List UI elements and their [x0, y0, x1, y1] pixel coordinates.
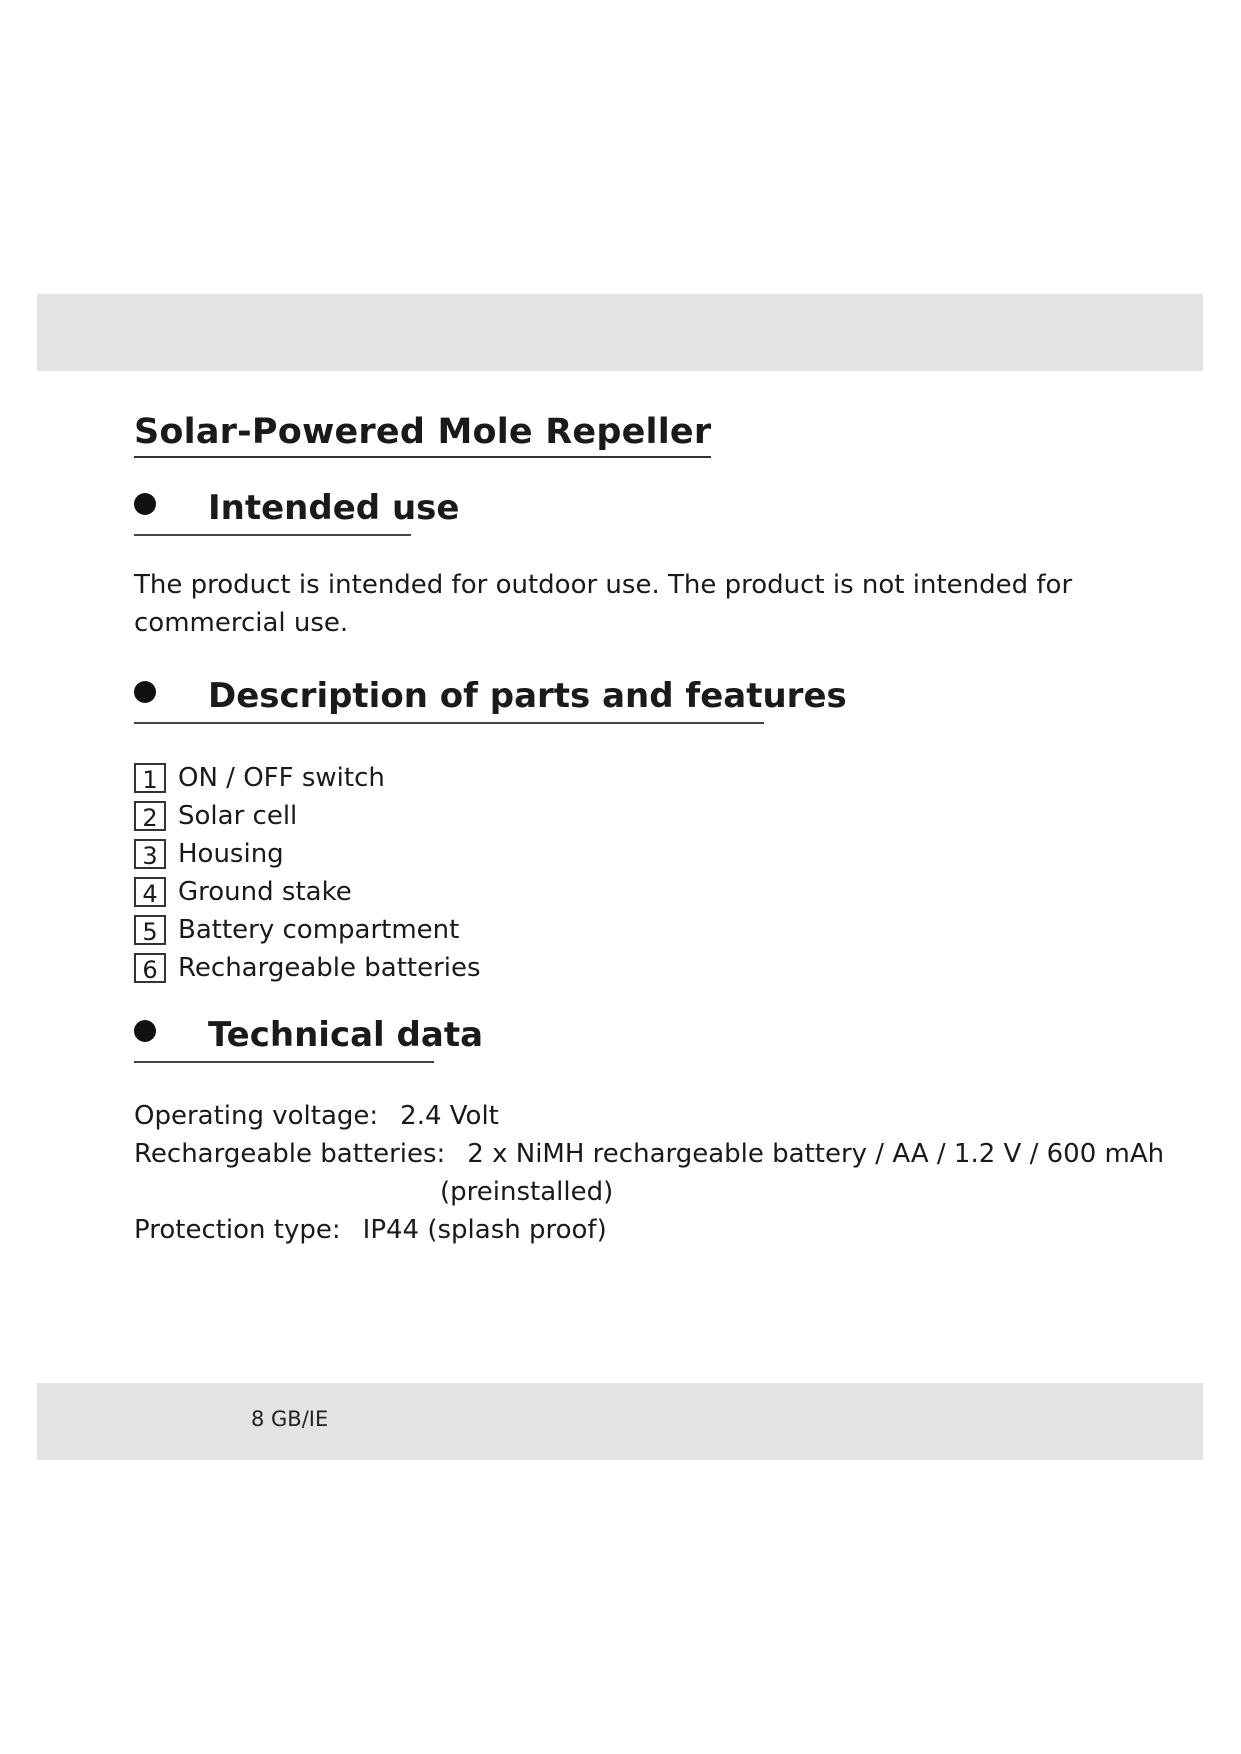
part-label: Rechargeable batteries: [178, 953, 481, 983]
part-label: Solar cell: [178, 801, 298, 831]
section-heading-intended-use: Intended use: [134, 488, 411, 536]
tech-value: 2.4 Volt: [400, 1101, 499, 1131]
part-number-box: 3: [134, 839, 166, 869]
list-item: [134, 759, 481, 797]
list-item: [134, 835, 481, 873]
part-label: Housing: [178, 839, 284, 869]
tech-value-continuation: (preinstalled): [440, 1177, 614, 1207]
intended-use-text: The product is intended for outdoor use. The product is not intended for commercial use.: [134, 570, 1073, 638]
technical-data-list: [134, 1097, 1164, 1249]
part-label: Ground stake: [178, 877, 352, 907]
list-item: [134, 949, 481, 987]
bullet-icon: [134, 493, 156, 515]
document-title: Solar-Powered Mole Repeller: [134, 412, 711, 458]
tech-value: 2 x NiMH rechargeable battery / AA / 1.2 V / 600 mAh: [467, 1139, 1165, 1169]
tech-label: Rechargeable batteries:: [134, 1139, 446, 1169]
footer-band: [37, 1383, 1203, 1460]
page-number: 8 GB/IE: [251, 1407, 329, 1431]
list-item: [134, 797, 481, 835]
tech-row: [134, 1211, 1164, 1249]
part-number-box: 4: [134, 877, 166, 907]
list-item: [134, 873, 481, 911]
list-item: [134, 911, 481, 949]
part-label: ON / OFF switch: [178, 763, 385, 793]
section-heading-technical-data: Technical data: [134, 1015, 434, 1063]
bullet-icon: [134, 1020, 156, 1042]
tech-value: IP44 (splash proof): [362, 1215, 607, 1245]
part-number-box: 2: [134, 801, 166, 831]
part-number-box: 6: [134, 953, 166, 983]
tech-label: Protection type:: [134, 1215, 341, 1245]
parts-list: [134, 759, 481, 987]
tech-row: [134, 1135, 1164, 1173]
tech-row: [134, 1097, 1164, 1135]
part-number-box: 1: [134, 763, 166, 793]
section-heading-parts: Description of parts and features: [134, 676, 764, 724]
header-band: [37, 294, 1203, 371]
part-number-box: 5: [134, 915, 166, 945]
tech-label: Operating voltage:: [134, 1101, 379, 1131]
bullet-icon: [134, 681, 156, 703]
part-label: Battery compartment: [178, 915, 460, 945]
